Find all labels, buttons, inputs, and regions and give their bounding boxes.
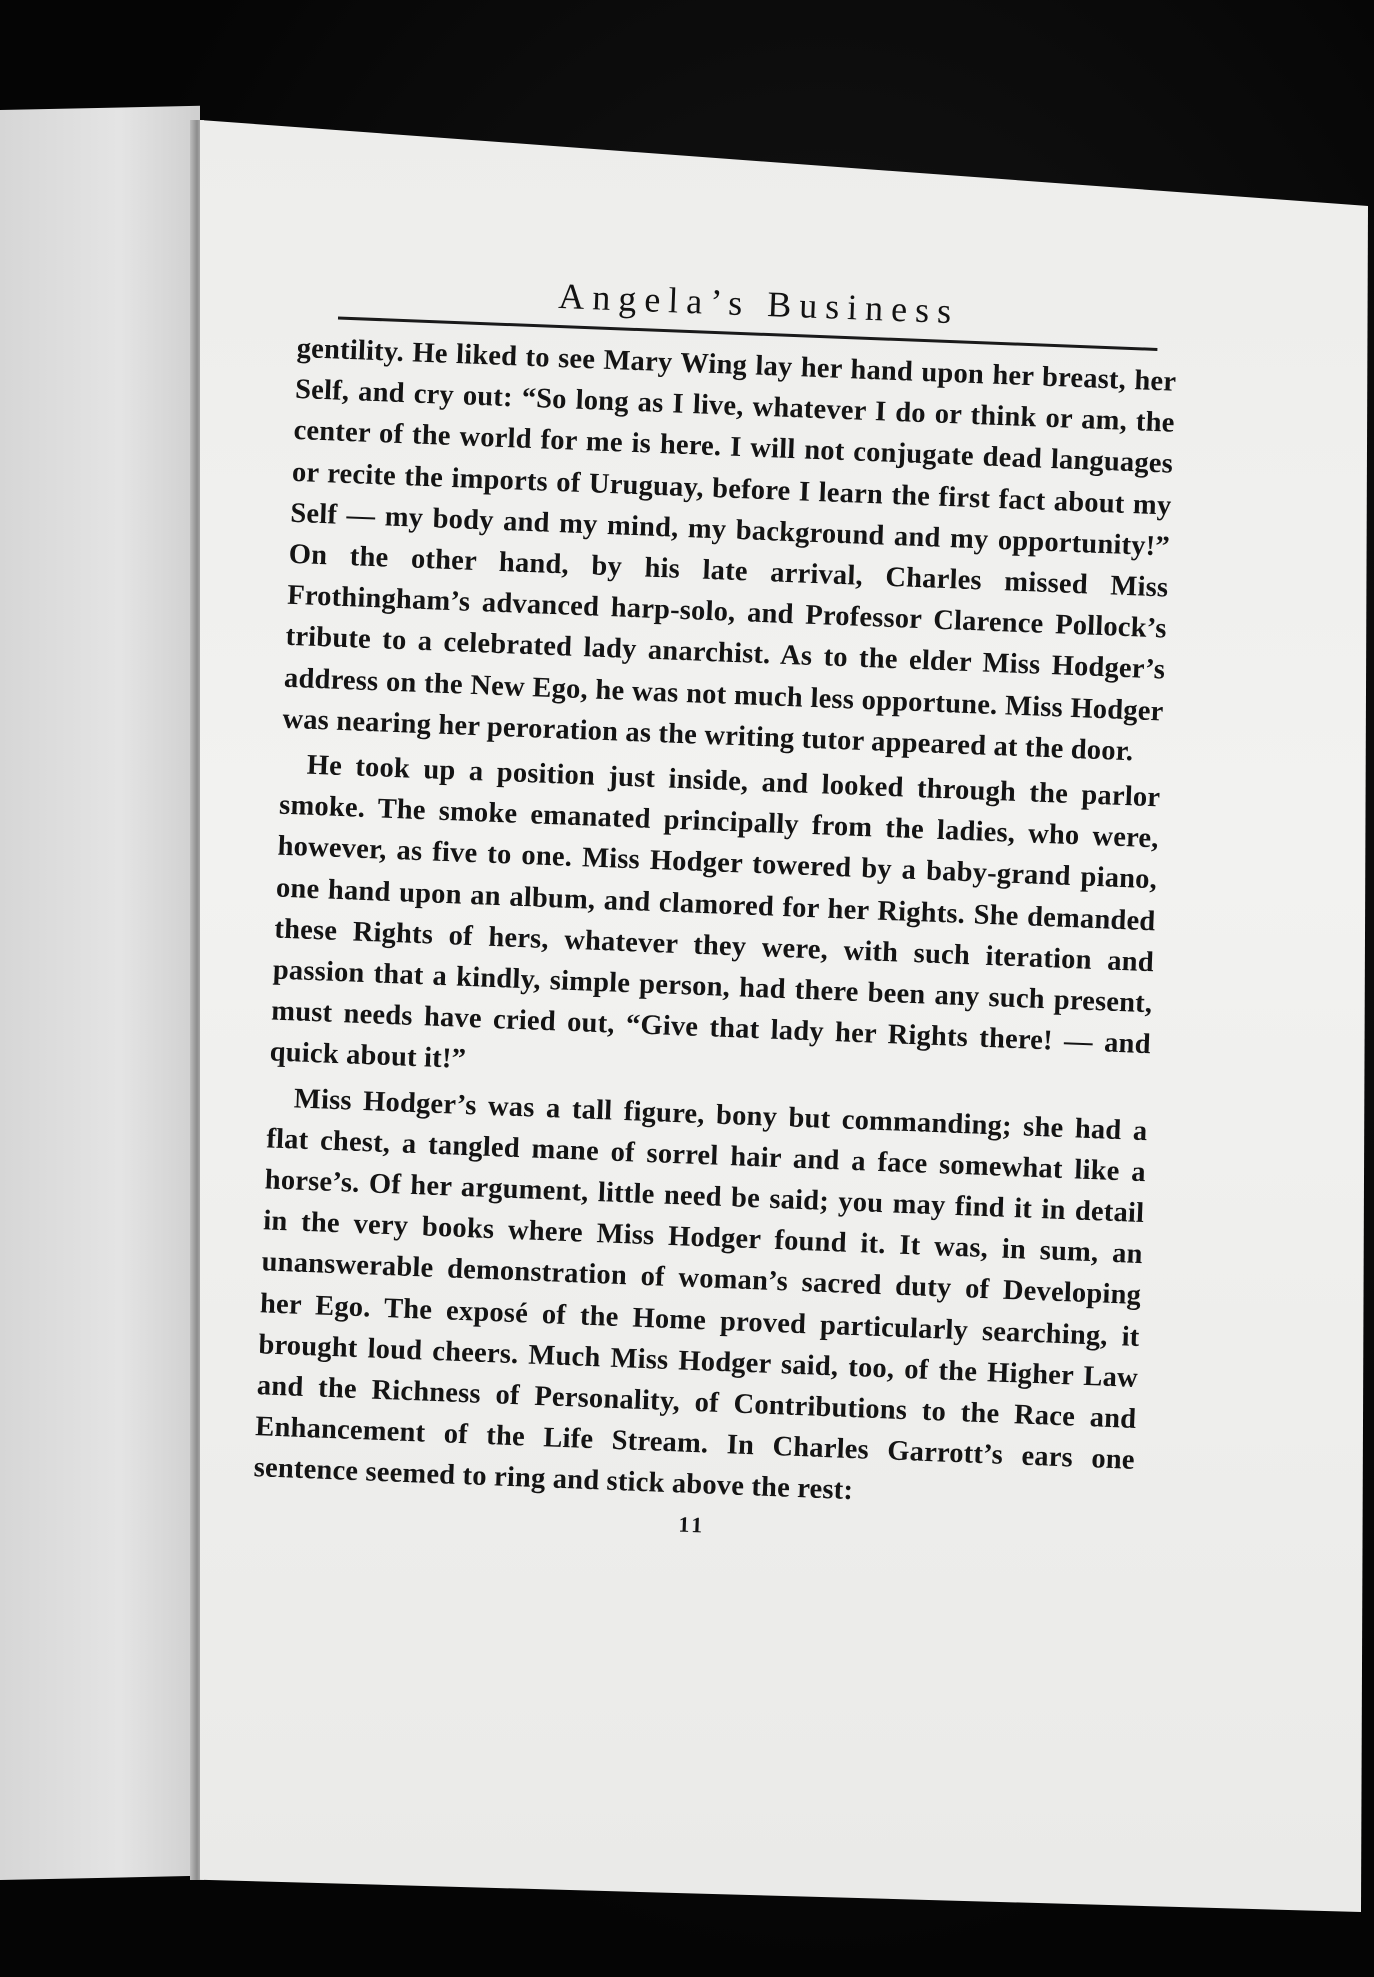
page-content [252,265,1180,1555]
running-head: Angela’s Business [557,275,960,332]
page-number: 11 [678,1511,706,1538]
facing-page [0,106,200,1880]
paragraph: Miss Hodger’s was a tall figure, bony but commanding; she had a flat chest, a tangled mane of sorrel hair and a face somewhat like a horse’s. Of her argument, little need be said; you may find it in detail in the very books where Miss Hodger found it. It was, in sum, an unanswerable demonstration of woman’s sacred duty of Developing her Ego. The exposé of the Home proved particularly searching, it brought loud cheers. Much Miss Hodger said, too, of the Higher Law and the Richness of Personality, of Contributions to the Race and Enhancement of the Life Stream. In Charles Garrott’s ears one sentence seemed to ring and stick above the rest: [253,1083,1148,1507]
paragraph: gentility. He liked to see Mary Wing lay her hand upon her breast, her Self, and cry out: “So long as I live, whatever I do or think or am, the center of the world for me is here. I will not conjugate dead languages or recite the imports of Uruguay, before I learn the first fact about my Self — my body and my mind, my background and my opportunity!” On the other hand, by his late arrival, Charles missed Miss Frothingham’s advanced harp-solo, and Professor Clarence Pollock’s tribute to a celebrated lady anarchist. As to the elder Miss Hodger’s address on the New Ego, he was not much less opportune. Miss Hodger was nearing her peroration as the writing tutor appeared at the door. [281,332,1177,768]
body-text [253,328,1177,1523]
paragraph: He took up a position just inside, and looked through the parlor smoke. The smoke emanated principally from the ladies, who were, however, as five to one. Miss Hodger towered by a baby-grand piano, one hand upon an album, and clamored for her Rights. She demanded these Rights of hers, whatever they were, with such iteration and passion that a kindly, simple person, had there been any such present, must needs have cried out, “Give that lady her Rights there! — and quick about it!” [269,749,1161,1076]
